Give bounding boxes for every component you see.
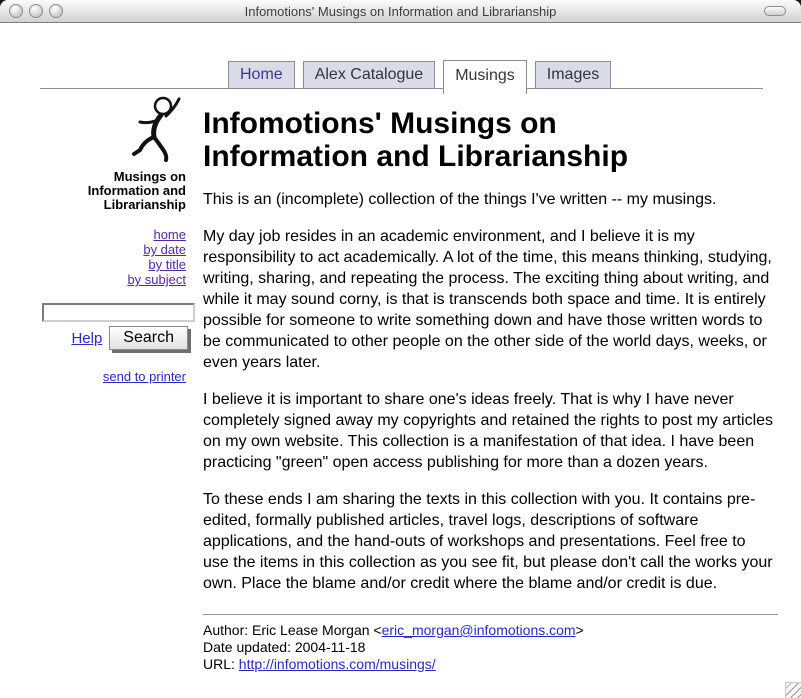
help-link[interactable]: Help xyxy=(71,329,103,347)
search-button[interactable]: Search xyxy=(109,326,188,350)
sidebar-nav xyxy=(0,227,203,287)
search-input[interactable] xyxy=(42,303,195,322)
sidebar-link-by-title[interactable]: by title xyxy=(148,257,186,272)
author-email-link[interactable]: eric_morgan@infomotions.com xyxy=(381,622,576,638)
author-line: Author: Eric Lease Morgan <eric_morgan@infomotions.com> xyxy=(203,622,584,638)
printer-row xyxy=(0,369,203,384)
paragraph: I believe it is important to share one's ideas freely. That is why I have never completely signed away my copyrights and retained the rights to post my articles on my own website. This collection is a manifestation of that idea. I have been practicing "green" open access publishing for more than a dozen years. xyxy=(203,391,774,471)
date-updated-line: Date updated: 2004-11-18 xyxy=(203,639,366,655)
minimize-button[interactable] xyxy=(29,4,43,18)
tab-home[interactable]: Home xyxy=(228,61,295,89)
zoom-button[interactable] xyxy=(49,4,63,18)
main-content xyxy=(203,89,778,673)
send-to-printer-link[interactable]: send to printer xyxy=(102,369,186,384)
page-url-link[interactable]: http://infomotions.com/musings/ xyxy=(238,656,436,672)
tab-alex-catalogue[interactable]: Alex Catalogue xyxy=(303,61,436,89)
tab-bar xyxy=(40,60,763,89)
paragraph: My day job resides in an academic environment, and I believe it is my responsibility to act academically. A lot of the time, this means thinking, studying, writing, sharing, and repeating the process. The exciting thing about writing, and while it may sound corny, is that is transcends both space and time. It is entirely possible for someone to write something down and have those written words to be communicated to other people on the other side of the world days, weeks, or even years later. xyxy=(203,228,772,371)
url-line: URL: http://infomotions.com/musings/ xyxy=(203,656,436,672)
sidebar-link-by-subject[interactable]: by subject xyxy=(127,272,186,287)
window-titlebar xyxy=(0,0,801,23)
window-title: Infomotions' Musings on Information and Librarianship xyxy=(244,3,557,19)
stick-figure-icon xyxy=(130,96,185,167)
paragraph: To these ends I am sharing the texts in this collection with you. It contains pre-edited, formally published articles, travel logs, descriptions of software applications, and the hand-outs of workshops and presentations. Feel free to use the items in this collection as you see fit, but please don't call the works your own. Place the blame and/or credit where the blame and/or credit is due. xyxy=(203,491,773,592)
page-footer xyxy=(203,614,778,673)
close-button[interactable] xyxy=(9,4,23,18)
page-content xyxy=(0,23,801,698)
window-resize-grip[interactable] xyxy=(785,682,801,698)
search-row xyxy=(0,326,203,350)
intro-paragraph: This is an (incomplete) collection of the things I've written -- my musings. xyxy=(203,191,717,208)
sidebar-title: Musings on Information and Librarianship xyxy=(87,169,186,212)
tab-images[interactable]: Images xyxy=(535,61,611,89)
tab-musings[interactable]: Musings xyxy=(443,60,527,94)
toolbar-toggle-button[interactable] xyxy=(764,6,786,16)
page-body xyxy=(0,89,801,673)
window-controls xyxy=(9,4,63,18)
sidebar xyxy=(0,89,203,673)
sidebar-link-by-date[interactable]: by date xyxy=(143,242,186,257)
page-title: Infomotions' Musings on Information and Librarianship xyxy=(203,107,629,173)
sidebar-link-home[interactable]: home xyxy=(153,227,186,242)
